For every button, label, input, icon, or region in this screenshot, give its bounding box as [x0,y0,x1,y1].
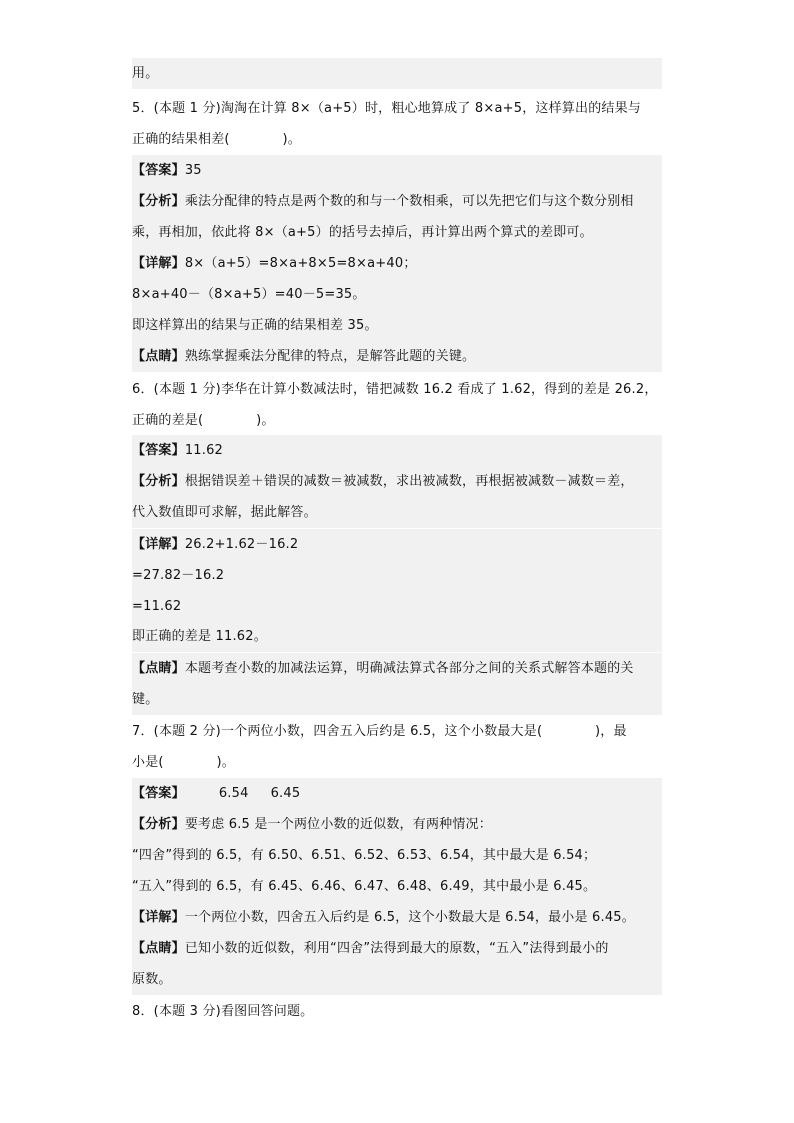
comment-line: 原数。 [132,964,662,995]
analysis-line: 代入数值即可求解，据此解答。 [132,497,662,528]
analysis-line: 【分析】要考虑 6.5 是一个两位小数的近似数，有两种情况： [132,809,662,840]
analysis-line: 乘，再相加，依此将 8×（a+5）的括号去掉后，再计算出两个算式的差即可。 [132,217,662,248]
detail-line: 即这样算出的结果与正确的结果相差 35。 [132,310,662,341]
detail-line: 即正确的差是 11.62。 [132,621,662,652]
comment-tag: 【点睛】 [132,661,185,676]
answer-tag: 【答案】 [132,786,185,801]
detail-line: 【详解】26.2+1.62－16.2 [132,529,662,560]
detail-line: 8×a+40－（8×a+5）=40－5=35。 [132,279,662,310]
detail-line: 【详解】8×（a+5）=8×a+8×5=8×a+40； [132,248,662,279]
analysis-tag: 【分析】 [132,474,185,489]
question-6-text: 正确的差是( )。 [132,413,275,428]
detail-tag: 【详解】 [132,256,185,271]
comment-tag: 【点睛】 [132,941,185,956]
answer-tag: 【答案】 [132,163,185,178]
answer-line: 【答案】11.62 [132,435,662,466]
detail-line: =11.62 [132,591,662,622]
question-7-text: 7．(本题 2 分)一个两位小数，四舍五入后约是 6.5，这个小数最大是( )，最 [132,724,627,739]
question-7-text: 小是( )。 [132,755,235,770]
comment-line: 【点睛】本题考查小数的加减法运算，明确减法算式各部分之间的关系式解答本题的关 [132,653,662,684]
question-5-text: 正确的结果相差( )。 [132,132,301,147]
detail-line: =27.82－16.2 [132,560,662,591]
comment-line: 键。 [132,684,662,715]
detail-line: 【详解】一个两位小数，四舍五入后约是 6.5，这个小数最大是 6.54，最小是 6.45。 [132,902,662,933]
answer-line: 【答案】 6.54 6.45 [132,778,662,809]
comment-line: 【点睛】熟练掌握乘法分配律的特点，是解答此题的关键。 [132,341,662,372]
analysis-tag: 【分析】 [132,194,185,209]
question-5-text: 5．(本题 1 分)淘淘在计算 8×（a+5）时，粗心地算成了 8×a+5，这样算出的结果与 [132,101,642,116]
answer-tag: 【答案】 [132,443,185,458]
analysis-line: “四舍”得到的 6.5，有 6.50、6.51、6.52、6.53、6.54，其中最大是 6.54； [132,840,662,871]
answer-line: 【答案】35 [132,155,662,186]
question-8-text: 8．(本题 3 分)看图回答问题。 [132,1004,314,1019]
question-6-text: 6．(本题 1 分)李华在计算小数减法时，错把减数 16.2 看成了 1.62，得到的差是 26.2， [132,382,658,397]
analysis-tag: 【分析】 [132,817,185,832]
analysis-line: 【分析】乘法分配律的特点是两个数的和与一个数相乘，可以先把它们与这个数分别相 [132,186,662,217]
comment-tag: 【点睛】 [132,349,185,364]
detail-tag: 【详解】 [132,910,185,925]
analysis-line: “五入”得到的 6.5，有 6.45、6.46、6.47、6.48、6.49，其中最小是 6.45。 [132,871,662,902]
comment-line: 【点睛】已知小数的近似数，利用“四舍”法得到最大的原数，“五入”法得到最小的 [132,933,662,964]
solution-line: 用。 [132,58,662,89]
detail-tag: 【详解】 [132,537,185,552]
analysis-line: 【分析】根据错误差＋错误的减数＝被减数，求出被减数，再根据被减数－减数＝差， [132,466,662,497]
